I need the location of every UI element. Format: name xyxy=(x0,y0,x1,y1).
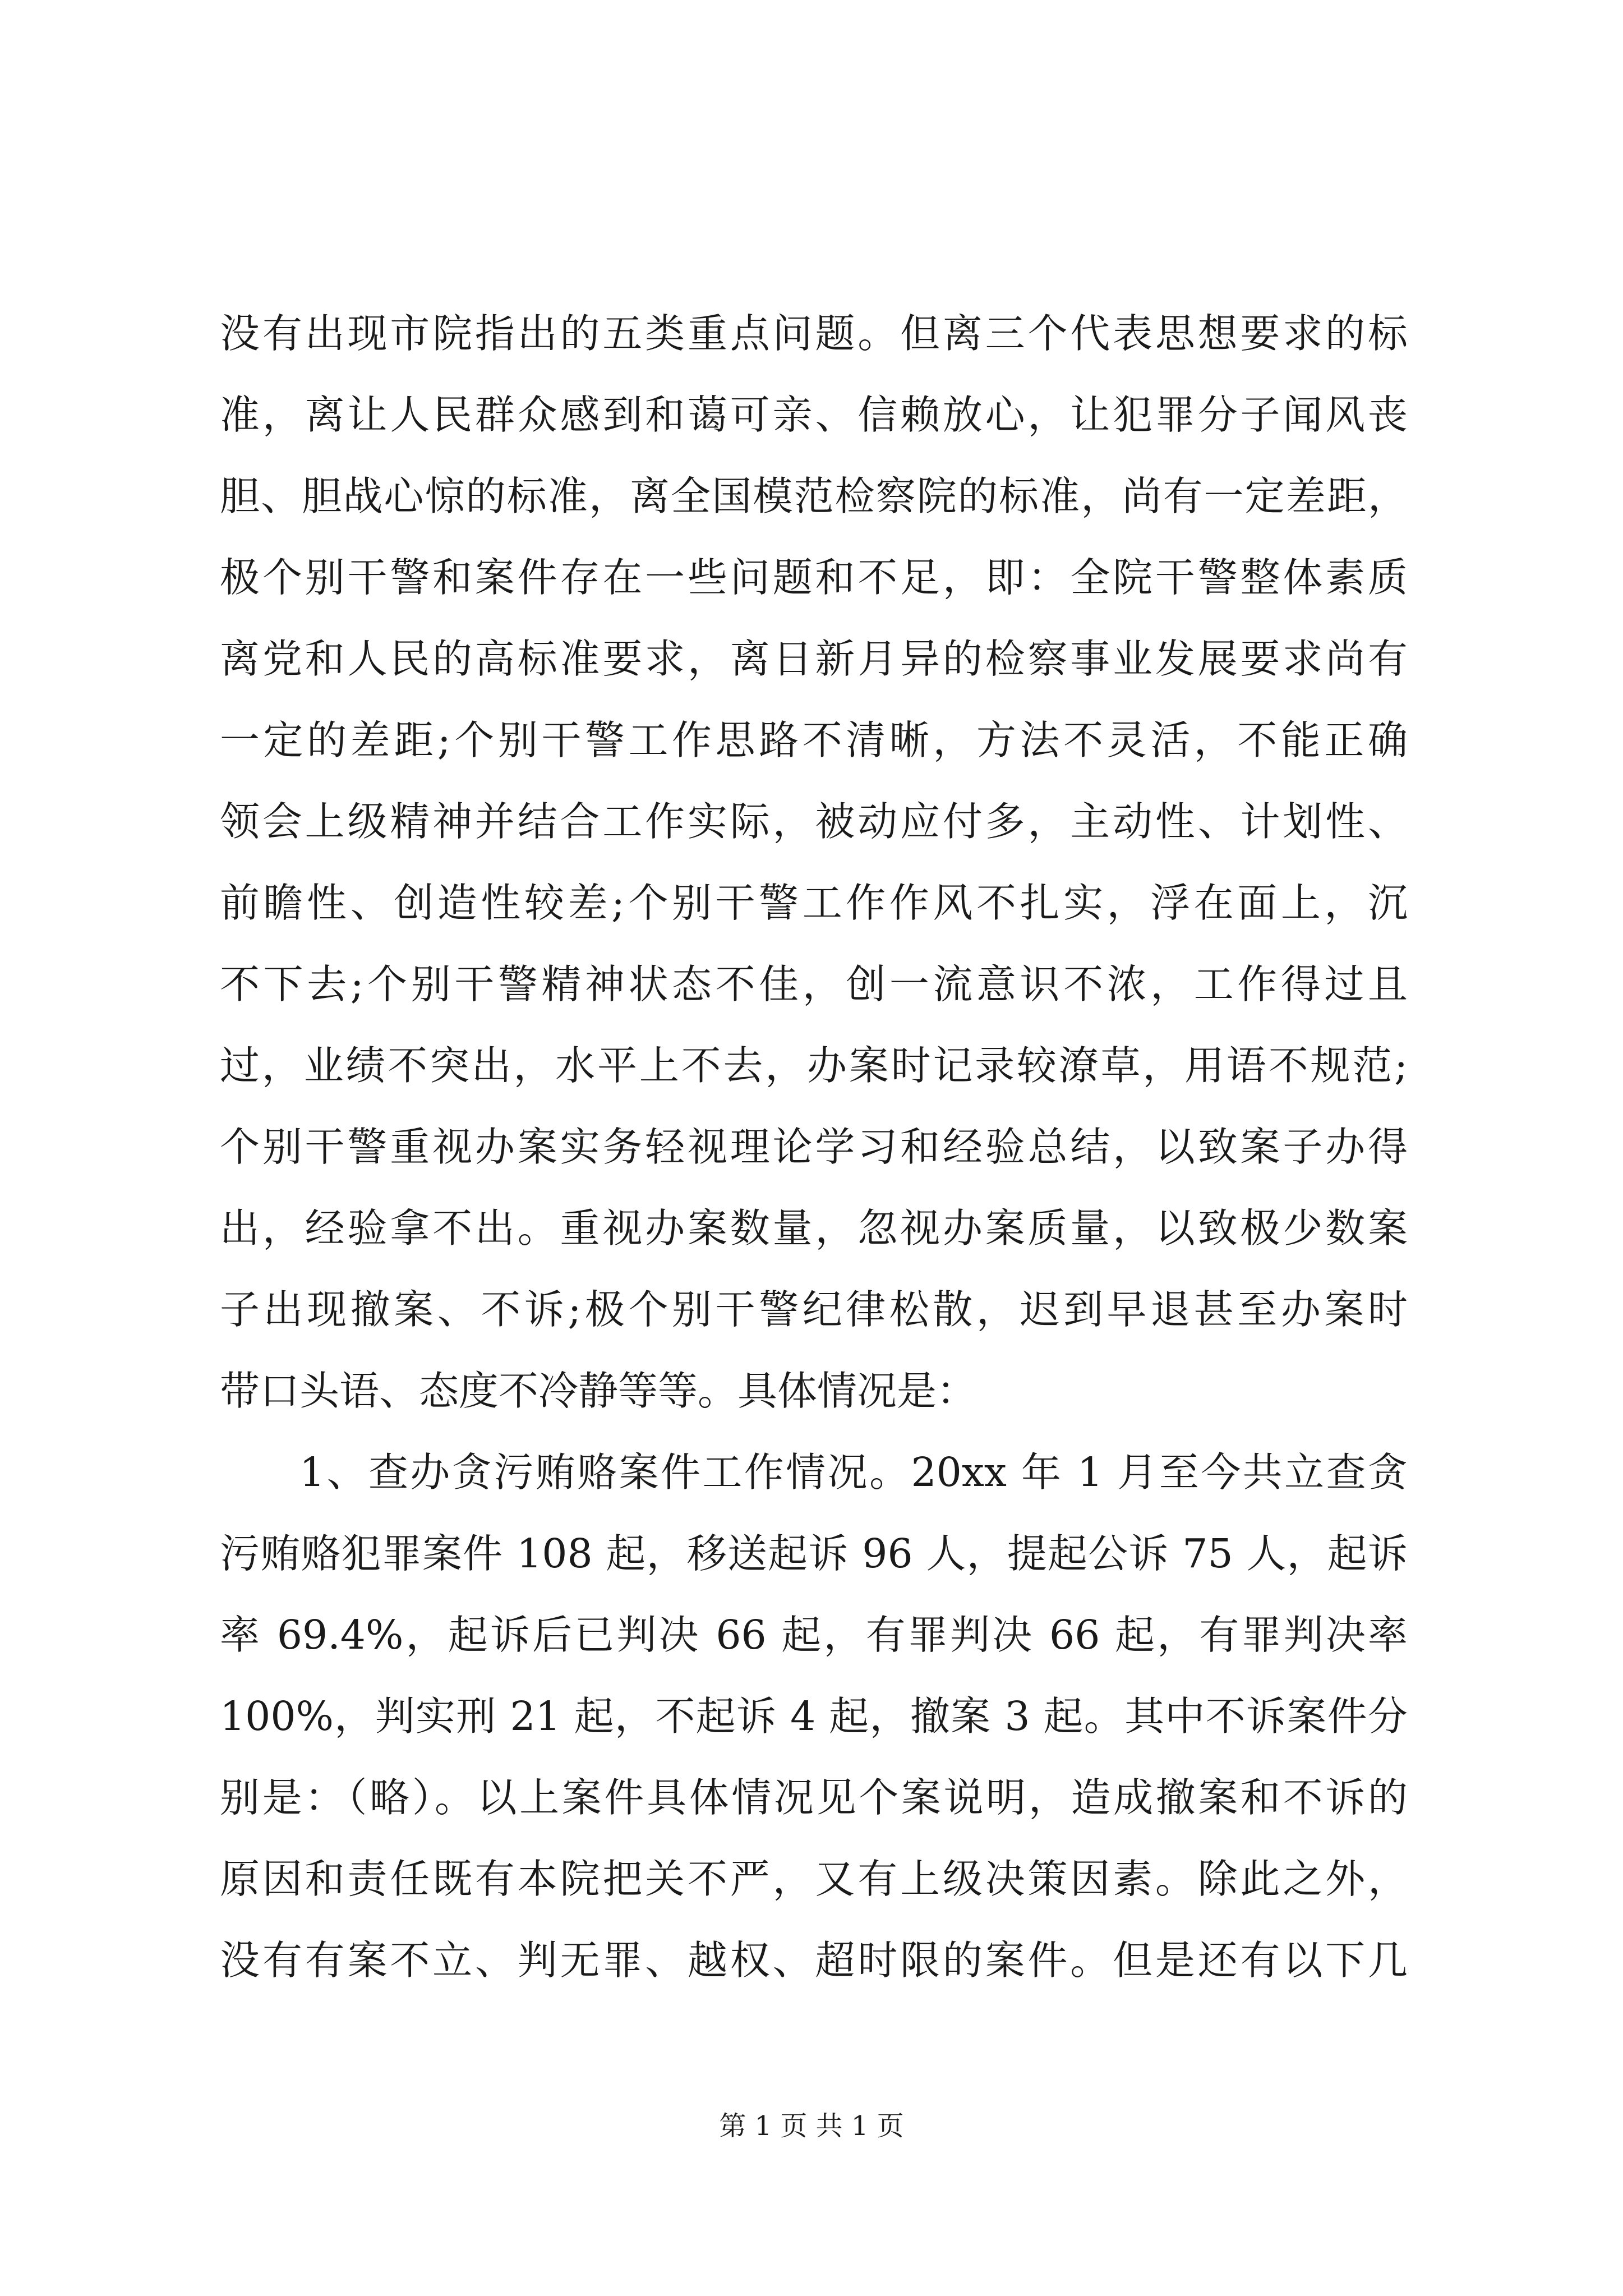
page-footer xyxy=(0,2109,1623,2143)
text-line: 领会上级精神并结合工作实际，被动应付多，主动性、计划性、 xyxy=(220,798,1408,845)
text-line: 没有有案不立、判无罪、越权、超时限的案件。但是还有以下几 xyxy=(220,1937,1408,1984)
text-line: 准，离让人民群众感到和蔼可亲、信赖放心，让犯罪分子闻风丧 xyxy=(220,392,1408,438)
text-line: 胆、胆战心惊的标准，离全国模范检察院的标准，尚有一定差距， xyxy=(220,473,1408,519)
text-line: 过，业绩不突出，水平上不去，办案时记录较潦草，用语不规范; xyxy=(220,1042,1408,1089)
text-line: 100%，判实刑 21 起，不起诉 4 起，撤案 3 起。其中不诉案件分 xyxy=(220,1693,1408,1740)
text-line: 个别干警重视办案实务轻视理论学习和经验总结，以致案子办得 xyxy=(220,1124,1408,1170)
text-line: 污贿赂犯罪案件 108 起，移送起诉 96 人，提起公诉 75 人，起诉 xyxy=(220,1530,1408,1577)
text-line: 没有出现市院指出的五类重点问题。但离三个代表思想要求的标 xyxy=(220,310,1408,357)
text-line: 1、查办贪污贿赂案件工作情况。20xx 年 1 月至今共立查贪 xyxy=(299,1449,1408,1496)
text-line: 出，经验拿不出。重视办案数量，忽视办案质量，以致极少数案 xyxy=(220,1205,1408,1251)
text-line: 别是：（略）。以上案件具体情况见个案说明，造成撤案和不诉的 xyxy=(220,1774,1408,1821)
text-line: 子出现撤案、不诉;极个别干警纪律松散，迟到早退甚至办案时 xyxy=(220,1286,1408,1333)
text-line: 原因和责任既有本院把关不严，又有上级决策因素。除此之外， xyxy=(220,1856,1408,1902)
text-line: 不下去;个别干警精神状态不佳，创一流意识不浓，工作得过且 xyxy=(220,961,1408,1007)
text-line: 离党和人民的高标准要求，离日新月异的检察事业发展要求尚有 xyxy=(220,636,1408,682)
document-body xyxy=(220,293,1408,2001)
text-line: 带口头语、态度不冷静等等。具体情况是： xyxy=(220,1368,977,1414)
text-line: 率 69.4%，起诉后已判决 66 起，有罪判决 66 起，有罪判决率 xyxy=(220,1612,1408,1658)
page-number-label: 第 1 页 共 1 页 xyxy=(719,2110,904,2142)
text-line: 前瞻性、创造性较差;个别干警工作作风不扎实，浮在面上，沉 xyxy=(220,880,1408,926)
text-line: 一定的差距;个别干警工作思路不清晰，方法不灵活，不能正确 xyxy=(220,717,1408,763)
text-line: 极个别干警和案件存在一些问题和不足，即：全院干警整体素质 xyxy=(220,554,1408,601)
